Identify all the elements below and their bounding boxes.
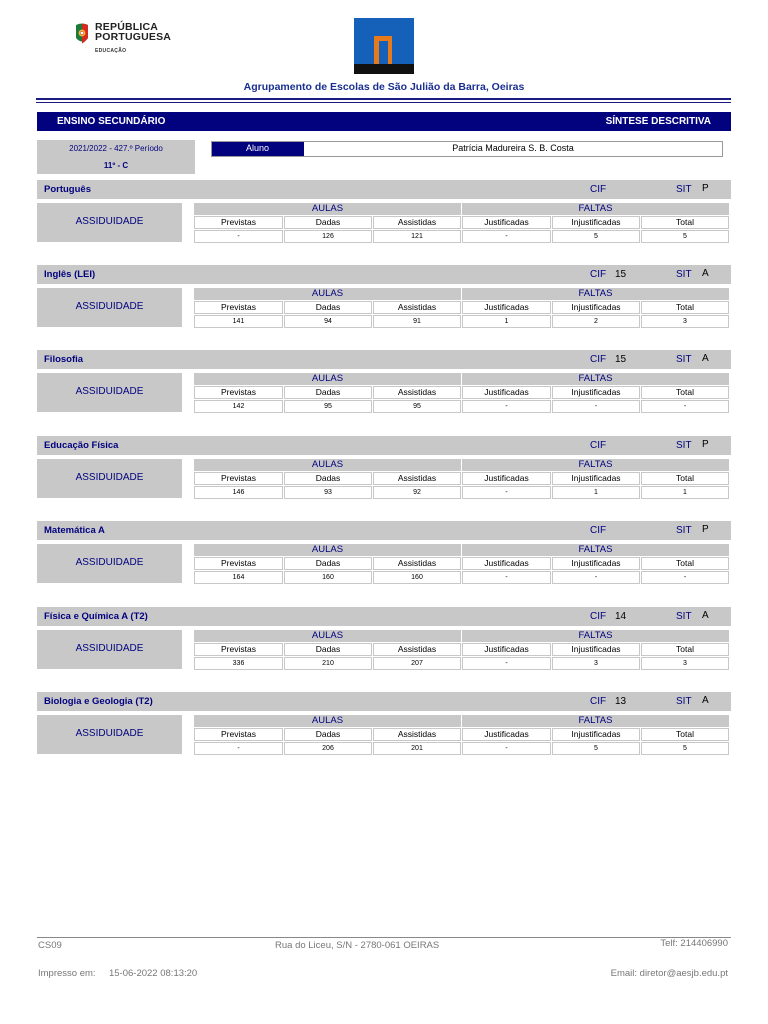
gov-name-line2: PORTUGUESA	[95, 31, 172, 43]
column-header: Assistidas	[373, 643, 461, 656]
gov-name-line1: REPÚBLICA	[95, 21, 159, 33]
section-title-right: SÍNTESE DESCRITIVA	[605, 116, 711, 127]
column-header: Assistidas	[373, 301, 461, 314]
faltas-group-header: FALTAS	[462, 630, 729, 642]
assiduidade-cell	[37, 288, 182, 327]
sit-label: SIT	[676, 269, 692, 280]
table-cell: 141	[194, 315, 283, 328]
assiduidade-label: ASSIDUIDADE	[75, 728, 144, 739]
column-header: Injustificadas	[552, 643, 640, 656]
student-field	[211, 141, 723, 157]
subject-name: Filosofia	[44, 354, 84, 365]
column-header: Previstas	[194, 728, 283, 741]
column-header: Dadas	[284, 557, 372, 570]
sit-label: SIT	[676, 525, 692, 536]
sit-label: SIT	[676, 611, 692, 622]
table-cell: 142	[194, 400, 283, 413]
column-header: Total	[641, 472, 729, 485]
column-header: Injustificadas	[552, 472, 640, 485]
faltas-group-header: FALTAS	[462, 459, 729, 471]
cif-label: CIF	[590, 354, 607, 365]
printed-datetime: 15-06-2022 08:13:20	[109, 968, 198, 979]
assiduidade-label: ASSIDUIDADE	[75, 472, 144, 483]
aulas-group-header: AULAS	[194, 544, 461, 556]
column-header: Dadas	[284, 301, 372, 314]
table-cell: -	[462, 486, 551, 499]
document-code: CS09	[38, 940, 62, 951]
faltas-group-header: FALTAS	[462, 203, 729, 215]
cif-value: 15	[615, 354, 627, 365]
cif-label: CIF	[590, 184, 607, 195]
assiduidade-label: ASSIDUIDADE	[75, 301, 144, 312]
table-cell: -	[641, 571, 729, 584]
column-header: Total	[641, 643, 729, 656]
subject-block	[37, 692, 731, 772]
column-header: Dadas	[284, 472, 372, 485]
table-cell: -	[641, 400, 729, 413]
school-year-period: 2021/2022 - 427.º Período	[69, 144, 163, 153]
column-header: Dadas	[284, 216, 372, 229]
subject-name: Biologia e Geologia (T2)	[44, 696, 153, 707]
subject-name: Inglês (LEI)	[44, 269, 96, 280]
subject-name: Física e Química A (T2)	[44, 611, 148, 622]
column-header: Total	[641, 216, 729, 229]
portugal-emblem-icon	[74, 22, 90, 46]
column-header: Total	[641, 386, 729, 399]
table-cell: 95	[373, 400, 461, 413]
table-cell: 5	[641, 230, 729, 243]
aulas-group-header: AULAS	[194, 373, 461, 385]
cif-value: 15	[615, 269, 627, 280]
assiduidade-cell	[37, 630, 182, 669]
column-header: Previstas	[194, 643, 283, 656]
table-cell: -	[462, 742, 551, 755]
assiduidade-label: ASSIDUIDADE	[75, 643, 144, 654]
column-header: Previstas	[194, 557, 283, 570]
aulas-group-header: AULAS	[194, 715, 461, 727]
student-name: Patrícia Madureira S. B. Costa	[452, 143, 574, 153]
table-cell: -	[462, 230, 551, 243]
column-header: Previstas	[194, 472, 283, 485]
table-cell: 91	[373, 315, 461, 328]
sit-value: A	[702, 610, 709, 621]
subject-block	[37, 436, 731, 516]
cif-label: CIF	[590, 696, 607, 707]
column-header: Justificadas	[462, 216, 551, 229]
column-header: Justificadas	[462, 301, 551, 314]
sit-value: A	[702, 268, 709, 279]
cif-label: CIF	[590, 269, 607, 280]
printed-label: Impresso em:	[38, 968, 96, 979]
column-header: Justificadas	[462, 472, 551, 485]
table-cell: -	[552, 571, 640, 584]
subject-header	[37, 436, 731, 455]
column-header: Injustificadas	[552, 216, 640, 229]
sit-value: A	[702, 353, 709, 364]
table-cell: 2	[552, 315, 640, 328]
sit-label: SIT	[676, 696, 692, 707]
table-cell: 95	[284, 400, 372, 413]
faltas-group-header: FALTAS	[462, 288, 729, 300]
sit-value: P	[702, 439, 709, 450]
table-cell: -	[552, 400, 640, 413]
assiduidade-cell	[37, 715, 182, 754]
table-cell: -	[462, 571, 551, 584]
table-cell: 121	[373, 230, 461, 243]
column-header: Total	[641, 301, 729, 314]
cif-value: 14	[615, 611, 627, 622]
column-header: Injustificadas	[552, 557, 640, 570]
table-cell: 1	[552, 486, 640, 499]
faltas-group-header: FALTAS	[462, 544, 729, 556]
column-header: Justificadas	[462, 557, 551, 570]
gov-ministry: EDUCAÇÃO	[95, 48, 127, 54]
column-header: Assistidas	[373, 472, 461, 485]
table-cell: -	[462, 657, 551, 670]
cif-label: CIF	[590, 525, 607, 536]
column-header: Assistidas	[373, 386, 461, 399]
subject-block	[37, 350, 731, 430]
assiduidade-label: ASSIDUIDADE	[75, 386, 144, 397]
subject-header	[37, 521, 731, 540]
column-header: Assistidas	[373, 216, 461, 229]
subject-name: Educação Física	[44, 440, 119, 451]
table-cell: 201	[373, 742, 461, 755]
subject-name: Português	[44, 184, 91, 195]
assiduidade-cell	[37, 544, 182, 583]
table-cell: 3	[641, 657, 729, 670]
section-title-bar	[37, 112, 731, 131]
column-header: Justificadas	[462, 643, 551, 656]
sit-value: P	[702, 183, 709, 194]
footer-divider	[37, 937, 731, 938]
class-label: 11º - C	[103, 161, 129, 170]
table-cell: 5	[641, 742, 729, 755]
header-divider-thin	[36, 102, 731, 103]
table-cell: 3	[641, 315, 729, 328]
sit-value: A	[702, 695, 709, 706]
table-cell: 210	[284, 657, 372, 670]
table-cell: 164	[194, 571, 283, 584]
subject-header	[37, 607, 731, 626]
table-cell: 160	[373, 571, 461, 584]
table-cell: 5	[552, 742, 640, 755]
table-cell: 3	[552, 657, 640, 670]
school-address: Rua do Liceu, S/N - 2780-061 OEIRAS	[275, 940, 440, 951]
assiduidade-cell	[37, 373, 182, 412]
subject-header	[37, 265, 731, 284]
column-header: Justificadas	[462, 386, 551, 399]
aulas-group-header: AULAS	[194, 203, 461, 215]
school-phone: Telf: 214406990	[660, 938, 728, 949]
table-cell: 92	[373, 486, 461, 499]
table-cell: 1	[641, 486, 729, 499]
republica-portuguesa-logo	[74, 20, 184, 60]
column-header: Injustificadas	[552, 301, 640, 314]
sit-label: SIT	[676, 354, 692, 365]
table-cell: 94	[284, 315, 372, 328]
assiduidade-label: ASSIDUIDADE	[75, 557, 144, 568]
column-header: Assistidas	[373, 557, 461, 570]
faltas-group-header: FALTAS	[462, 373, 729, 385]
subject-block	[37, 265, 731, 345]
period-box	[37, 140, 195, 174]
school-email: Email: diretor@aesjb.edu.pt	[610, 968, 728, 979]
aulas-group-header: AULAS	[194, 288, 461, 300]
table-cell: -	[194, 230, 283, 243]
table-cell: 207	[373, 657, 461, 670]
table-cell: 126	[284, 230, 372, 243]
column-header: Dadas	[284, 643, 372, 656]
column-header: Previstas	[194, 301, 283, 314]
table-cell: -	[194, 742, 283, 755]
sit-label: SIT	[676, 440, 692, 451]
column-header: Total	[641, 557, 729, 570]
table-cell: 206	[284, 742, 372, 755]
header-divider	[36, 98, 731, 100]
subject-block	[37, 521, 731, 601]
table-cell: 146	[194, 486, 283, 499]
cif-value: 13	[615, 696, 627, 707]
table-cell: 1	[462, 315, 551, 328]
sit-label: SIT	[676, 184, 692, 195]
table-cell: 93	[284, 486, 372, 499]
aulas-group-header: AULAS	[194, 630, 461, 642]
table-cell: 336	[194, 657, 283, 670]
column-header: Dadas	[284, 728, 372, 741]
subject-name: Matemática A	[44, 525, 105, 536]
subject-header	[37, 350, 731, 369]
column-header: Assistidas	[373, 728, 461, 741]
column-header: Previstas	[194, 216, 283, 229]
assiduidade-cell	[37, 203, 182, 242]
column-header: Previstas	[194, 386, 283, 399]
aulas-group-header: AULAS	[194, 459, 461, 471]
column-header: Injustificadas	[552, 386, 640, 399]
subject-header	[37, 180, 731, 199]
assiduidade-label: ASSIDUIDADE	[75, 216, 144, 227]
assiduidade-cell	[37, 459, 182, 498]
table-cell: 160	[284, 571, 372, 584]
column-header: Total	[641, 728, 729, 741]
school-name: Agrupamento de Escolas de São Julião da Barra, Oeiras	[243, 81, 525, 93]
cif-label: CIF	[590, 611, 607, 622]
column-header: Justificadas	[462, 728, 551, 741]
column-header: Injustificadas	[552, 728, 640, 741]
subject-block	[37, 180, 731, 260]
cif-label: CIF	[590, 440, 607, 451]
student-label: Aluno	[212, 142, 304, 156]
sit-value: P	[702, 524, 709, 535]
school-logo-icon	[354, 18, 414, 74]
table-cell: 5	[552, 230, 640, 243]
faltas-group-header: FALTAS	[462, 715, 729, 727]
column-header: Dadas	[284, 386, 372, 399]
table-cell: -	[462, 400, 551, 413]
section-title-left: ENSINO SECUNDÁRIO	[57, 116, 166, 127]
subject-block	[37, 607, 731, 687]
subject-header	[37, 692, 731, 711]
